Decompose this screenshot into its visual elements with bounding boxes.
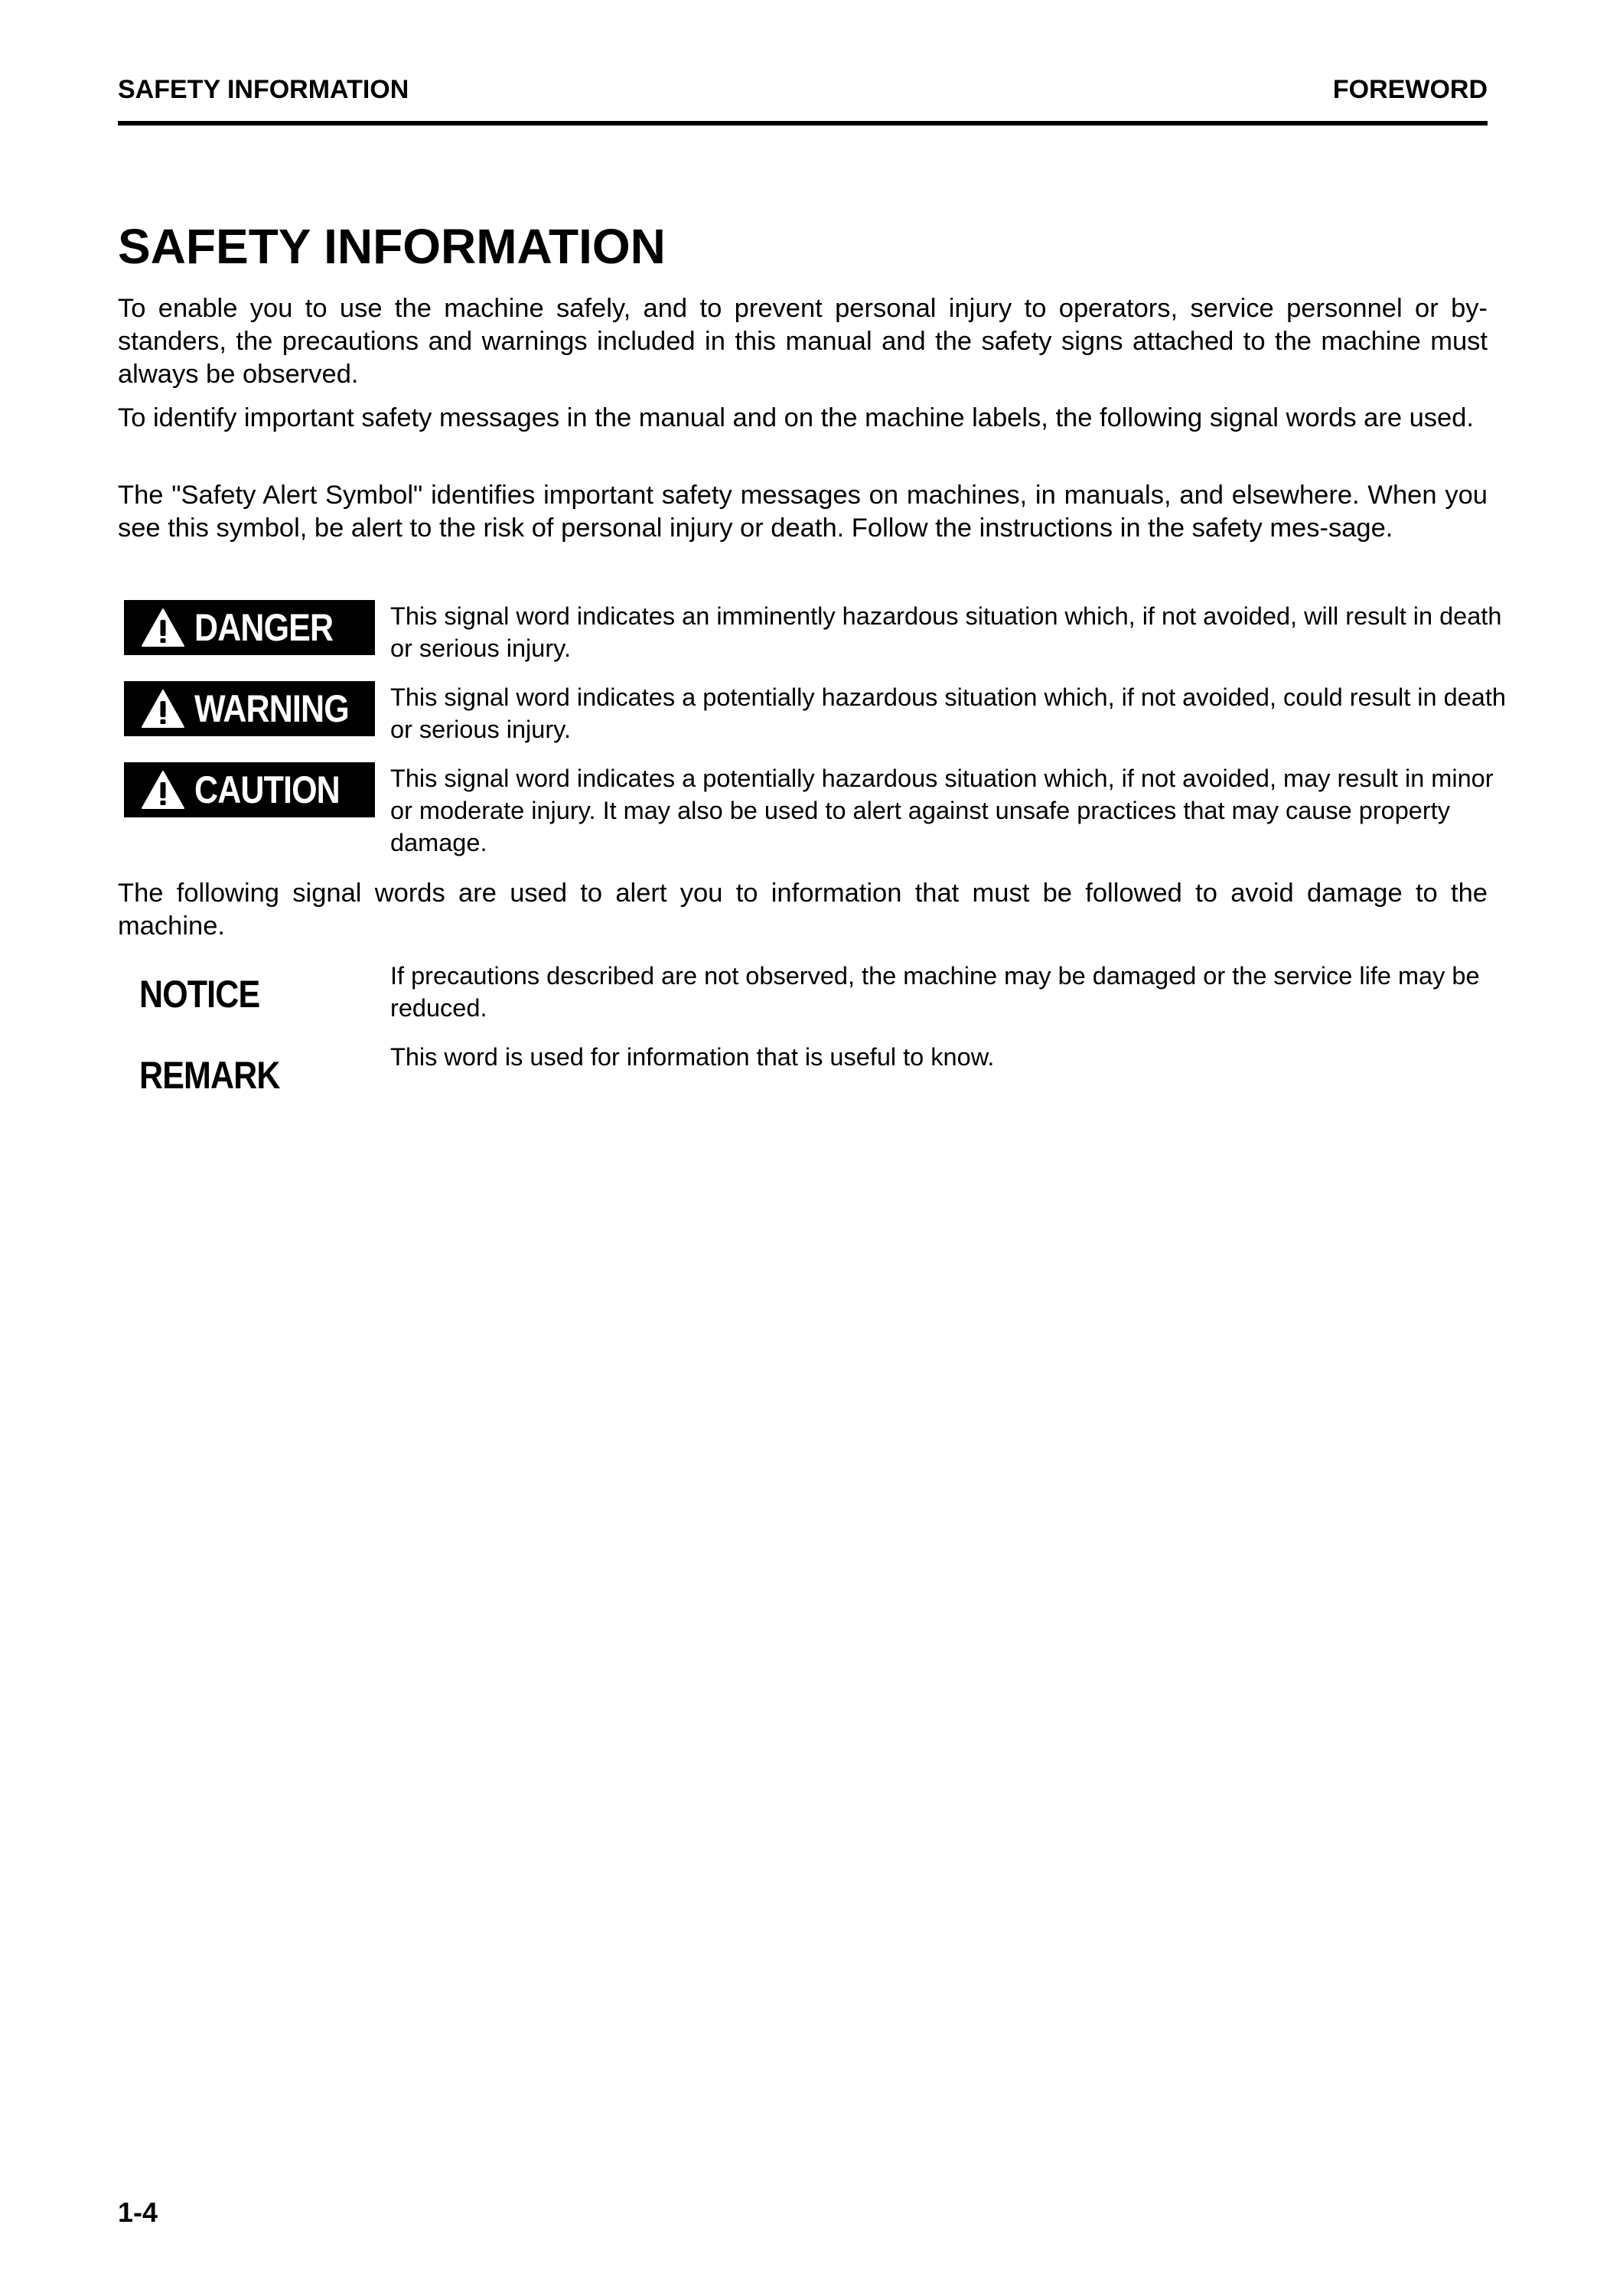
warning-triangle-icon — [141, 770, 185, 810]
warning-description: This signal word indicates a potentially hazardous situation which, if not avoided, could result in death or serious injury. — [390, 683, 1506, 743]
remark-label: REMARK — [139, 1054, 280, 1097]
warning-triangle-icon — [141, 608, 185, 647]
caution-word: CAUTION — [194, 768, 340, 811]
running-header — [118, 75, 1488, 126]
damage-intro-paragraph: The following signal words are used to alert you to information that must be followed to avoid damage to the machine. — [118, 879, 1488, 941]
warning-label — [124, 681, 375, 736]
notice-label: NOTICE — [139, 973, 260, 1016]
page-title: SAFETY INFORMATION — [118, 219, 666, 274]
notice-description: If precautions described are not observed, the machine may be damaged or the service life may be reduced. — [390, 962, 1480, 1022]
section-header-left: SAFETY INFORMATION — [118, 75, 409, 104]
alert-symbol-paragraph: The "Safety Alert Symbol" identifies important safety messages on machines, in manuals, and elsewhere. When you see this symbol, be alert to the risk of personal injury or death. Follow the instructions in the safety mes-sage. — [118, 481, 1488, 543]
warning-word: WARNING — [194, 687, 349, 730]
signal-words-paragraph: To identify important safety messages in the manual and on the machine labels, the following signal words are used. — [118, 403, 1474, 432]
remark-description: This word is used for information that is useful to know. — [390, 1043, 995, 1071]
danger-word: DANGER — [194, 606, 334, 649]
section-header-right: FOREWORD — [1332, 75, 1488, 104]
caution-description: This signal word indicates a potentially hazardous situation which, if not avoided, may result in minor or moderate injury. It may also be used to alert against unsafe practices that may cause property damage. — [390, 765, 1494, 856]
warning-triangle-icon — [141, 689, 185, 729]
caution-label — [124, 762, 375, 817]
danger-description: This signal word indicates an imminently hazardous situation which, if not avoided, will result in death or serious injury. — [390, 602, 1502, 662]
page-number: 1-4 — [118, 2197, 158, 2228]
intro-paragraph: To enable you to use the machine safely, and to prevent personal injury to operators, service personnel or by-standers, the precautions and warnings included in this manual and the safety signs attached to the machine must always be observed. — [118, 294, 1488, 389]
danger-label — [124, 600, 375, 655]
